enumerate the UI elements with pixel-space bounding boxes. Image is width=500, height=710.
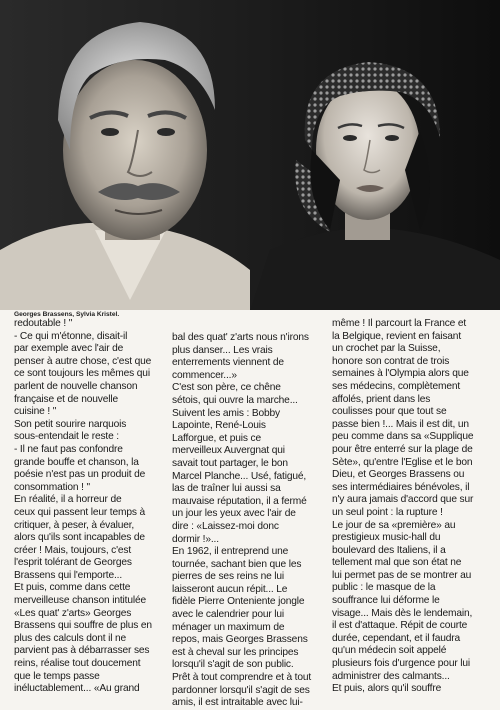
text-line: lorsqu'il s'agit de son public. [172,659,294,671]
text-line: prestigieux music-hall du [332,532,441,544]
photo-illustration [0,0,500,310]
text-line: sous-entendait le reste : [14,431,119,443]
text-line: ce sont toujours les mêmes qui [14,368,150,380]
photo-caption: Georges Brassens, Sylvia Kristel. [14,311,120,318]
text-line: Prêt à tout comprendre et à tout [172,672,312,684]
text-line: ménager un maximum de [172,621,285,633]
text-line: bal des quat' z'arts nous n'irons [172,332,309,343]
text-line: grande bouffe et chanson, la [14,456,139,468]
text-line: un jour les yeux avec l'air de [172,508,296,520]
text-line: n'y aura jamais d'accord que sur [332,494,474,506]
text-line: - Ce qui m'étonne, disait-il [14,330,128,342]
text-line: semaines à l'Olympia alors que [332,368,469,380]
text-line: redoutable ! " [14,318,73,329]
text-line: Lapointe, René-Louis [172,420,266,432]
text-line: affolés, prient dans les [332,393,431,405]
text-line: cuisine ! " [14,406,57,418]
text-line: plus danser... Les vrais [172,344,273,356]
text-line: mauvaise réputation, il a fermé [172,495,307,507]
text-column-3 [332,318,492,695]
text-line: visage... Mais dès le lendemain, [332,607,473,619]
text-line: parvient pas à débarrasser ses [14,645,150,657]
photo-brassens-kristel [0,0,500,310]
text-line: souffrance lui déforme le [332,595,440,607]
text-line: tournée, sachant bien que les [172,558,302,570]
text-line: peu comme dans sa «Supplique [332,431,474,443]
text-line: reins, réalise tout doucement [14,658,141,670]
text-line: administrer des calmants... [332,670,450,682]
text-line: - Il ne faut pas confondre [14,443,123,455]
text-line: fidèle Pierre Onteniente jongle [172,596,305,608]
text-line: durée, cependant, et il faudra [332,632,461,644]
text-line: pardonner lorsqu'il s'agit de ses [172,684,310,696]
text-line: ses médecins, complètement [332,380,461,392]
text-line: créer ! Mais, toujours, c'est [14,544,132,556]
text-line: commencer...» [172,369,237,381]
text-line: sétois, qui ouvre la marche... [172,394,298,406]
text-line: Lafforgue, et puis ce [172,432,261,444]
text-line: poésie n'est pas un produit de [14,469,146,481]
text-line: pour être enterré sur la plage de [332,443,473,455]
text-line: Brassens qui l'emporte... [14,569,123,581]
text-line: ceux qui passent leur temps à [14,506,145,518]
text-line: par exemple avec l'air de [14,343,124,355]
text-line: ses intermédiaires bénévoles, il [332,481,470,493]
text-line: est à cheval sur les principes [172,646,299,658]
text-line: dormir !»... [172,533,219,545]
text-line: un seul point : la rupture ! [332,506,443,518]
text-line: Et puis, comme dans cette [14,582,131,594]
text-line: penser à autre chose, c'est que [14,355,152,367]
text-line: Et puis, alors qu'il souffre [332,683,442,695]
text-line: consommation ! " [14,481,90,493]
text-line: merveilleux Auvergnat qui [172,445,285,457]
text-line: plus des calculs dont il ne [14,632,127,644]
text-line: laisseront aucun répit... Le [172,583,288,595]
text-line: passe bien !... Mais il est dit, un [332,418,469,430]
text-line: public : le masque de la [332,582,436,594]
text-line: inéluctablement... «Au grand [14,683,140,695]
text-line: parlent de nouvelle chanson [14,380,138,392]
text-line: En 1962, il entreprend une [172,546,289,558]
text-line: plusieurs fois d'urgence pour lui [332,658,471,670]
text-line: Dieu, et Georges Brassens ou [332,469,465,481]
text-line: qu'un médecin soit appelé [332,645,447,657]
text-line: Son petit sourire narquois [14,418,127,430]
text-line: Suivent les amis : Bobby [172,407,280,419]
text-line: pierres de ses reins ne lui [172,571,285,583]
text-line: coulisses pour que tout se [332,406,447,418]
text-line: dire : «Laissez-moi donc [172,520,279,532]
text-line: boulevard des Italiens, il a [332,544,446,556]
text-line: Marcel Planche... Usé, fatigué, [172,470,307,482]
text-line: savait tout partager, le bon [172,457,288,469]
text-line: il est d'attaque. Répit de courte [332,620,468,632]
text-column-1 [14,318,166,695]
text-line: honore son contrat de trois [332,355,450,367]
text-line: que le temps passe [14,670,100,682]
text-line: française et de nouvelle [14,393,119,405]
text-line: l'esprit tolérant de Georges [14,557,132,569]
text-line: la Belgique, revient en faisant [332,330,462,342]
text-line: «Les quat' z'arts» Georges [14,607,132,619]
text-line: critiquer, à peser, à évaluer, [14,519,135,531]
text-column-2 [172,332,325,709]
text-line: Brassens qui souffre de plus en [14,620,152,632]
text-line: C'est son père, ce chêne [172,382,281,394]
text-line: même ! Il parcourt la France et [332,318,467,329]
text-line: repos, mais Georges Brassens [172,634,308,646]
text-line: Sète», qu'entre l'Eglise et le bon [332,456,473,468]
text-line: lui permet pas de se montrer au [332,569,472,581]
text-line: tellement mal que son état ne [332,557,462,569]
text-line: un crochet par la Suisse, [332,343,441,355]
text-line: amis, il est intraitable avec lui- [172,697,303,709]
text-line: enterrements viennent de [172,357,284,369]
text-line: las de traîner lui aussi sa [172,483,281,495]
text-line: avec le calendrier pour lui [172,609,285,621]
text-line: Le jour de sa «première» au [332,519,456,531]
text-line: alors qu'ils sont incapables de [14,532,145,544]
text-line: merveilleuse chanson intitulée [14,595,146,607]
text-line: En réalité, il a horreur de [14,494,122,506]
